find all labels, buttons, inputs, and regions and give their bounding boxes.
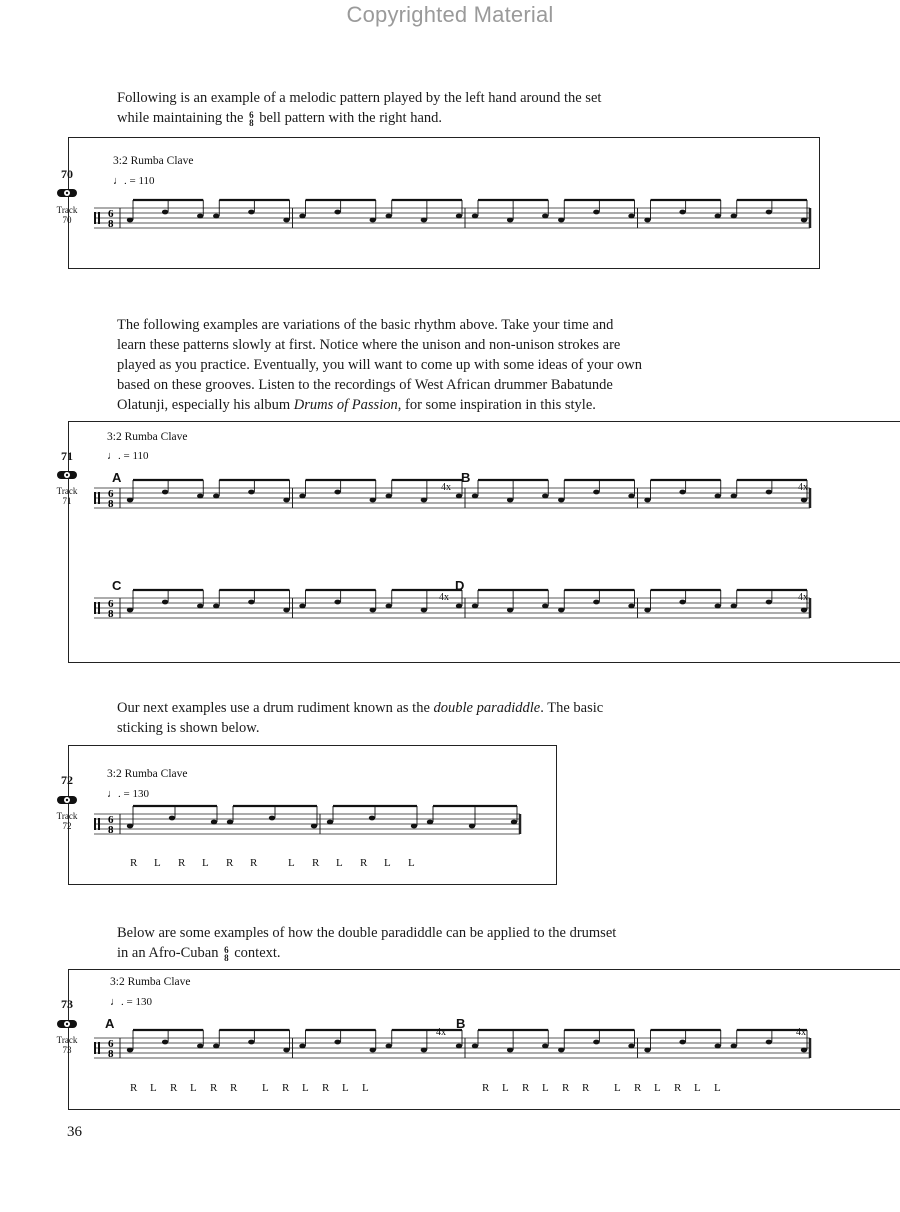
sticking-letter: R — [250, 857, 258, 869]
sticking-letter: R — [360, 857, 368, 869]
time-signature-top: 6 — [108, 814, 114, 826]
note-head — [334, 490, 340, 495]
note-head — [197, 1044, 203, 1049]
percussion-clef — [98, 212, 100, 224]
note-head — [507, 1048, 513, 1053]
time-signature: 6 8 — [224, 945, 229, 963]
sticking-letter: L — [362, 1082, 369, 1094]
time-signature: 6 8 — [249, 110, 254, 128]
time-signature-bottom: 8 — [108, 824, 114, 836]
note-head — [593, 490, 599, 495]
percussion-clef — [98, 492, 100, 504]
note-head — [213, 494, 219, 499]
notation-staff — [90, 1026, 820, 1082]
note-head — [801, 218, 807, 223]
note-head — [386, 1044, 392, 1049]
sticking-letter: L — [190, 1082, 197, 1094]
cd-icon — [56, 186, 78, 198]
note-head — [211, 820, 217, 825]
note-head — [456, 214, 462, 219]
note-head — [162, 210, 168, 215]
note-head — [472, 494, 478, 499]
sticking-letter: L — [408, 857, 415, 869]
section-b-label: B — [461, 470, 471, 485]
note-head — [511, 820, 517, 825]
note-head — [628, 214, 634, 219]
track-label: Track 73 — [56, 1035, 78, 1055]
section-d-label: D — [455, 578, 465, 593]
note-head — [472, 604, 478, 609]
rhythm-title: 3:2 Rumba Clave — [107, 431, 188, 443]
paragraph-line: The following examples are variations of the basic rhythm above. Take your time and — [117, 317, 614, 333]
note-head — [213, 214, 219, 219]
note-head — [421, 608, 427, 613]
repeat-count: 4x — [436, 1027, 446, 1038]
note-head — [299, 1044, 305, 1049]
time-signature-top: 6 — [108, 208, 114, 220]
notation-staff — [90, 476, 820, 536]
note-head — [542, 494, 548, 499]
percussion-clef — [98, 1042, 100, 1054]
sticking-letter: R — [210, 1082, 218, 1094]
note-head — [715, 214, 721, 219]
time-signature-top: 6 — [108, 598, 114, 610]
dotted-quarter-note-icon: ♩. — [113, 175, 127, 187]
note-head — [197, 494, 203, 499]
note-head — [369, 816, 375, 821]
note-head — [127, 608, 133, 613]
note-head — [370, 608, 376, 613]
note-head — [127, 218, 133, 223]
sticking-letter: R — [482, 1082, 490, 1094]
note-head — [766, 490, 772, 495]
sticking-letter: L — [614, 1082, 621, 1094]
sticking-letter: R — [178, 857, 186, 869]
paragraph-line: Olatunji, especially his album Drums of Passion, for some inspiration in this style. — [117, 397, 596, 413]
note-head — [715, 604, 721, 609]
sticking-letter: L — [262, 1082, 269, 1094]
tempo-marking: ♩. = 110 — [113, 175, 155, 187]
sticking-letter: L — [502, 1082, 509, 1094]
example-number: 72 — [61, 773, 73, 787]
note-head — [127, 824, 133, 829]
note-head — [731, 1044, 737, 1049]
sticking-letter: R — [522, 1082, 530, 1094]
section-c-label: C — [112, 578, 122, 593]
note-head — [472, 214, 478, 219]
sticking-letter: R — [322, 1082, 330, 1094]
tempo-marking: ♩. = 130 — [110, 996, 152, 1008]
note-head — [127, 498, 133, 503]
note-head — [644, 218, 650, 223]
paragraph-line: learn these patterns slowly at first. Notice where the unison and non-unison strokes are — [117, 337, 621, 353]
note-head — [542, 1044, 548, 1049]
tempo-marking: ♩. = 130 — [107, 788, 149, 800]
note-head — [558, 498, 564, 503]
repeat-count: 4x — [796, 1027, 806, 1038]
sticking-letter: L — [342, 1082, 349, 1094]
sticking-letter: L — [154, 857, 161, 869]
time-signature-bottom: 8 — [108, 218, 114, 230]
section-a-label: A — [105, 1016, 115, 1031]
sticking-letter: R — [130, 1082, 138, 1094]
example-number: 71 — [61, 449, 73, 463]
note-head — [766, 600, 772, 605]
percussion-clef — [94, 818, 96, 830]
note-head — [283, 498, 289, 503]
note-head — [558, 608, 564, 613]
note-head — [327, 820, 333, 825]
note-head — [715, 494, 721, 499]
notation-staff — [90, 802, 530, 858]
page-number: 36 — [67, 1124, 82, 1140]
repeat-count: 4x — [798, 482, 808, 493]
notation-staff — [90, 196, 820, 256]
percussion-clef — [94, 1042, 96, 1054]
note-head — [411, 824, 417, 829]
note-head — [386, 604, 392, 609]
note-head — [507, 218, 513, 223]
note-head — [679, 490, 685, 495]
rhythm-title: 3:2 Rumba Clave — [110, 976, 191, 988]
note-head — [628, 494, 634, 499]
note-head — [766, 210, 772, 215]
note-head — [801, 608, 807, 613]
sticking-letter: R — [170, 1082, 178, 1094]
note-head — [542, 214, 548, 219]
rhythm-title: 3:2 Rumba Clave — [107, 768, 188, 780]
sticking-letter: L — [288, 857, 295, 869]
note-head — [334, 1040, 340, 1045]
note-head — [679, 1040, 685, 1045]
cd-icon — [56, 793, 78, 805]
rhythm-title: 3:2 Rumba Clave — [113, 155, 194, 167]
note-head — [386, 214, 392, 219]
note-head — [558, 218, 564, 223]
paragraph-line: Following is an example of a melodic pattern played by the left hand around the set — [117, 90, 602, 106]
sticking-letter: R — [130, 857, 138, 869]
sticking-letter: R — [562, 1082, 570, 1094]
note-head — [593, 1040, 599, 1045]
time-signature-bottom: 8 — [108, 1048, 114, 1060]
note-head — [248, 210, 254, 215]
notation-staff — [90, 586, 820, 646]
note-head — [299, 494, 305, 499]
note-head — [421, 498, 427, 503]
percussion-clef — [94, 602, 96, 614]
example-number: 70 — [61, 167, 73, 181]
note-head — [456, 494, 462, 499]
note-head — [731, 604, 737, 609]
track-label: Track 70 — [56, 205, 78, 225]
sticking-letter: L — [202, 857, 209, 869]
note-head — [507, 608, 513, 613]
note-head — [334, 210, 340, 215]
paradiddle-paragraph — [117, 698, 657, 738]
note-head — [679, 600, 685, 605]
note-head — [213, 604, 219, 609]
dotted-quarter-note-icon: ♩. — [107, 788, 121, 800]
track-label: Track 71 — [56, 486, 78, 506]
sticking-letter: L — [302, 1082, 309, 1094]
section-b-label: B — [456, 1016, 466, 1031]
sticking-letter: L — [336, 857, 343, 869]
note-head — [421, 218, 427, 223]
note-head — [248, 490, 254, 495]
note-head — [469, 824, 475, 829]
note-head — [386, 494, 392, 499]
note-head — [427, 820, 433, 825]
note-head — [248, 1040, 254, 1045]
note-head — [162, 490, 168, 495]
note-head — [558, 1048, 564, 1053]
paragraph-line: sticking is shown below. — [117, 720, 260, 736]
note-head — [370, 218, 376, 223]
note-head — [311, 824, 317, 829]
note-head — [801, 1048, 807, 1053]
sticking-letter: R — [282, 1082, 290, 1094]
percussion-clef — [94, 492, 96, 504]
repeat-count: 4x — [439, 592, 449, 603]
percussion-clef — [98, 818, 100, 830]
paragraph-line: based on these grooves. Listen to the recordings of West African drummer Babatunde — [117, 377, 613, 393]
sticking-letter: R — [674, 1082, 682, 1094]
section-a-label: A — [112, 470, 122, 485]
note-head — [227, 820, 233, 825]
repeat-count: 4x — [441, 482, 451, 493]
note-head — [162, 1040, 168, 1045]
intro-paragraph — [117, 88, 657, 128]
variations-paragraph — [117, 315, 657, 415]
note-head — [801, 498, 807, 503]
sticking-letter: L — [694, 1082, 701, 1094]
tempo-marking: ♩. = 110 — [107, 450, 149, 462]
sticking-letter: L — [150, 1082, 157, 1094]
paragraph-line: Below are some examples of how the double paradiddle can be applied to the drumset — [117, 925, 617, 941]
note-head — [456, 1044, 462, 1049]
time-signature-bottom: 8 — [108, 608, 114, 620]
note-head — [472, 1044, 478, 1049]
note-head — [731, 214, 737, 219]
note-head — [628, 1044, 634, 1049]
note-head — [299, 604, 305, 609]
note-head — [507, 498, 513, 503]
note-head — [644, 498, 650, 503]
dotted-quarter-note-icon: ♩. — [107, 450, 121, 462]
percussion-clef — [98, 602, 100, 614]
note-head — [766, 1040, 772, 1045]
track-label: Track 72 — [56, 811, 78, 831]
sticking-letter: R — [312, 857, 320, 869]
sticking-letter: L — [384, 857, 391, 869]
note-head — [456, 604, 462, 609]
note-head — [283, 218, 289, 223]
note-head — [679, 210, 685, 215]
note-head — [542, 604, 548, 609]
note-head — [731, 494, 737, 499]
note-head — [213, 1044, 219, 1049]
percussion-clef — [94, 212, 96, 224]
paragraph-line: in an Afro-Cuban 6 8 context. — [117, 945, 281, 963]
note-head — [370, 498, 376, 503]
paragraph-line: Our next examples use a drum rudiment known as the double paradiddle. The basic — [117, 700, 604, 716]
paragraph-line: played as you practice. Eventually, you will want to come up with some ideas of your own — [117, 357, 642, 373]
note-head — [421, 1048, 427, 1053]
time-signature-bottom: 8 — [108, 498, 114, 510]
note-head — [283, 608, 289, 613]
note-head — [169, 816, 175, 821]
sticking-letter: R — [582, 1082, 590, 1094]
note-head — [593, 600, 599, 605]
sticking-letter: R — [226, 857, 234, 869]
note-head — [269, 816, 275, 821]
dotted-quarter-note-icon: ♩. — [110, 996, 124, 1008]
note-head — [644, 608, 650, 613]
note-head — [127, 1048, 133, 1053]
afro-cuban-paragraph — [117, 923, 657, 963]
note-head — [248, 600, 254, 605]
sticking-letter: R — [634, 1082, 642, 1094]
note-head — [299, 214, 305, 219]
note-head — [197, 604, 203, 609]
note-head — [197, 214, 203, 219]
cd-icon — [56, 1017, 78, 1029]
note-head — [628, 604, 634, 609]
sticking-letter: L — [714, 1082, 721, 1094]
note-head — [283, 1048, 289, 1053]
note-head — [715, 1044, 721, 1049]
note-head — [644, 1048, 650, 1053]
note-head — [162, 600, 168, 605]
note-head — [593, 210, 599, 215]
example-number: 73 — [61, 997, 73, 1011]
note-head — [370, 1048, 376, 1053]
sticking-letter: L — [654, 1082, 661, 1094]
time-signature-top: 6 — [108, 1038, 114, 1050]
cd-icon — [56, 468, 78, 480]
paragraph-line: while maintaining the 6 8 bell pattern with the right hand. — [117, 110, 443, 128]
repeat-count: 4x — [798, 592, 808, 603]
time-signature-top: 6 — [108, 488, 114, 500]
sticking-letter: R — [230, 1082, 238, 1094]
note-head — [334, 600, 340, 605]
sticking-letter: L — [542, 1082, 549, 1094]
watermark: Copyrighted Material — [346, 2, 554, 27]
